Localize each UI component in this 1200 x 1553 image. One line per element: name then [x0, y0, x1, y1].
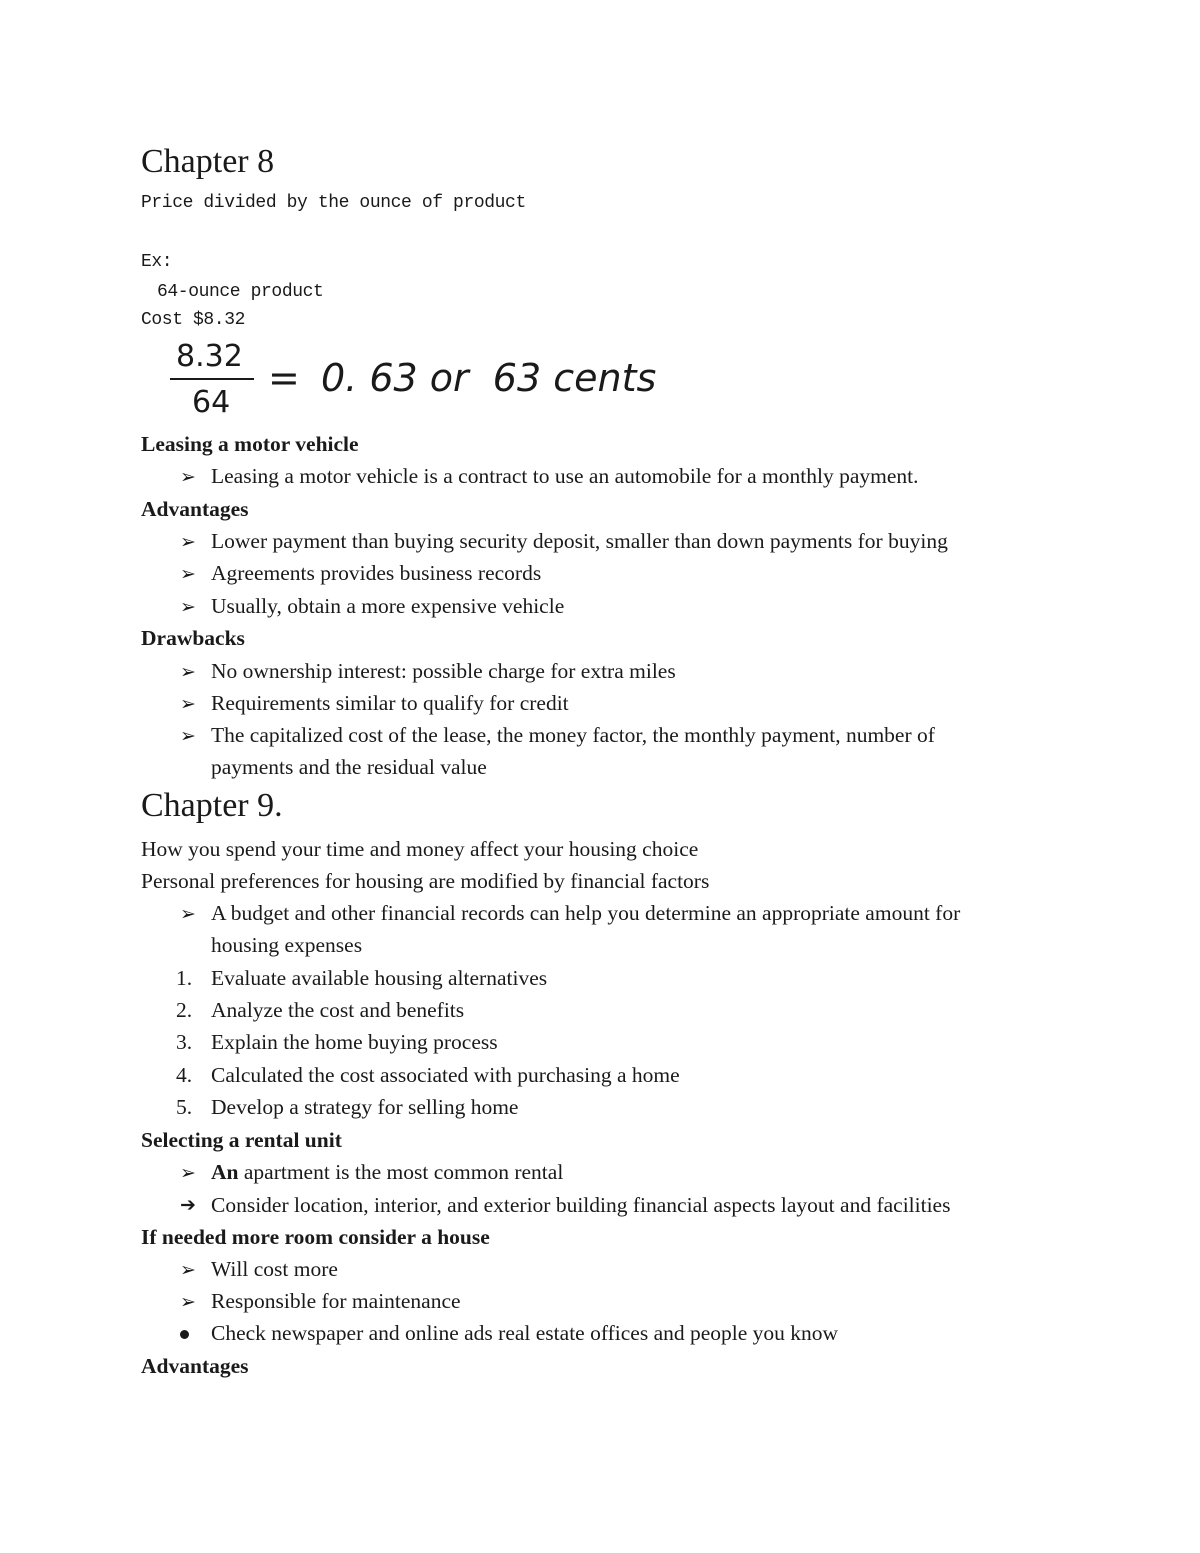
chapter-9-title: Chapter 9. [141, 787, 283, 824]
example-cost: Cost $8.32 [141, 310, 246, 330]
chapter-9-line-2: Personal preferences for housing are modified by financial factors [141, 869, 710, 893]
house-item: Responsible for maintenance [211, 1289, 461, 1313]
equation-equals: = [268, 356, 300, 400]
advantages-item: Agreements provides business records [211, 561, 542, 585]
numbered-item: Analyze the cost and benefits [211, 998, 465, 1022]
leasing-heading: Leasing a motor vehicle [141, 432, 359, 456]
advantages-heading-2: Advantages [141, 1354, 249, 1378]
drawbacks-item: No ownership interest: possible charge for extra miles [211, 659, 676, 683]
house-item: Will cost more [211, 1257, 338, 1281]
list-number: 1. [176, 966, 193, 990]
chapter-9-line-1: How you spend your time and money affect your housing choice [141, 837, 699, 861]
chapter-8-subtitle: Price divided by the ounce of product [141, 193, 526, 213]
advantages-item: Usually, obtain a more expensive vehicle [211, 594, 565, 618]
list-number: 5. [176, 1095, 193, 1119]
numbered-item: Evaluate available housing alternatives [211, 966, 548, 990]
arrowhead-bullet-icon: ➢ [180, 903, 196, 925]
arrowhead-bullet-icon: ➢ [180, 563, 196, 585]
equation-denominator: 64 [192, 385, 231, 420]
list-number: 3. [176, 1030, 193, 1054]
list-number: 2. [176, 998, 193, 1022]
arrow-bullet-icon: ➔ [180, 1194, 196, 1216]
drawbacks-item-continued: payments and the residual value [211, 755, 487, 779]
arrowhead-bullet-icon: ➢ [180, 725, 196, 747]
drawbacks-heading: Drawbacks [141, 626, 245, 650]
advantages-item: Lower payment than buying security deposit, smaller than down payments for buying [211, 529, 948, 553]
drawbacks-item: The capitalized cost of the lease, the money factor, the monthly payment, number of [211, 723, 935, 747]
fraction-bar [170, 378, 254, 380]
bullet-dot-icon [180, 1330, 189, 1339]
rental-item: Consider location, interior, and exterior building financial aspects layout and facilities [211, 1193, 951, 1217]
rental-item-bold: An [211, 1160, 239, 1184]
budget-item-continued: housing expenses [211, 933, 363, 957]
arrowhead-bullet-icon: ➢ [180, 1162, 196, 1184]
budget-item: A budget and other financial records can help you determine an appropriate amount for [211, 901, 961, 925]
arrowhead-bullet-icon: ➢ [180, 531, 196, 553]
arrowhead-bullet-icon: ➢ [180, 693, 196, 715]
drawbacks-item: Requirements similar to qualify for credit [211, 691, 569, 715]
numbered-item: Develop a strategy for selling home [211, 1095, 519, 1119]
arrowhead-bullet-icon: ➢ [180, 1259, 196, 1281]
rental-heading: Selecting a rental unit [141, 1128, 342, 1152]
numbered-item: Calculated the cost associated with purchasing a home [211, 1063, 680, 1087]
rental-item [211, 1160, 563, 1185]
arrowhead-bullet-icon: ➢ [180, 1291, 196, 1313]
house-item: Check newspaper and online ads real estate offices and people you know [211, 1321, 839, 1345]
advantages-heading: Advantages [141, 497, 249, 521]
list-number: 4. [176, 1063, 193, 1087]
numbered-item: Explain the home buying process [211, 1030, 498, 1054]
rental-item-rest: apartment is the most common rental [238, 1160, 564, 1184]
leasing-item: Leasing a motor vehicle is a contract to use an automobile for a monthly payment. [211, 464, 919, 488]
equation-numerator: 8.32 [176, 339, 243, 374]
example-item: 64-ounce product [157, 282, 324, 302]
example-label: Ex: [141, 252, 173, 272]
house-heading: If needed more room consider a house [141, 1225, 490, 1249]
arrowhead-bullet-icon: ➢ [180, 596, 196, 618]
chapter-8-title: Chapter 8 [141, 143, 275, 180]
arrowhead-bullet-icon: ➢ [180, 466, 196, 488]
equation-result: 0. 63 or 63 cents [321, 356, 657, 400]
arrowhead-bullet-icon: ➢ [180, 661, 196, 683]
